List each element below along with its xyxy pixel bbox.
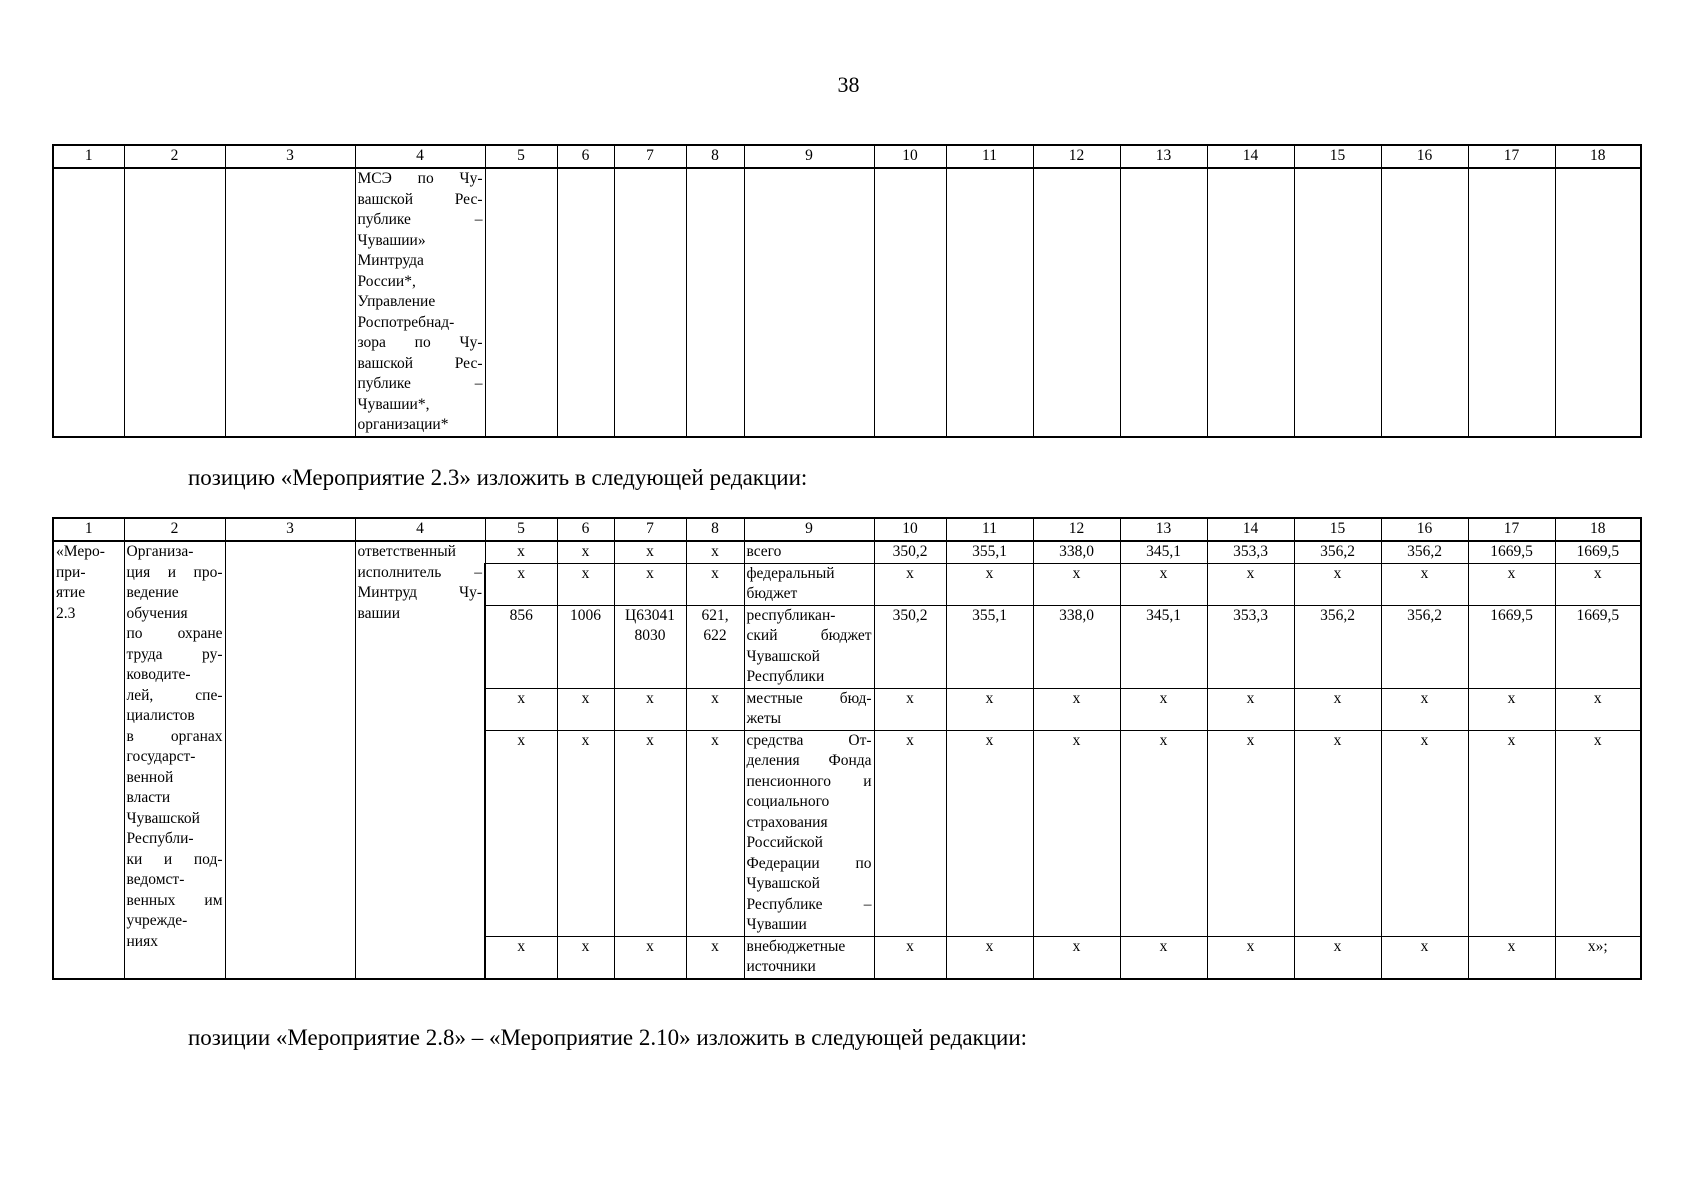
cell-c5: х <box>485 688 557 730</box>
text-line: публике – <box>357 375 483 392</box>
cell-amount-col17: х <box>1468 730 1555 936</box>
column-number-2: 2 <box>124 518 225 541</box>
column-number-18: 18 <box>1555 518 1641 541</box>
text-line: Минтруд Чу- <box>357 584 482 601</box>
cell-amount-col15: х <box>1294 688 1381 730</box>
cell-amount-col12: х <box>1033 563 1120 605</box>
cell-col9 <box>744 168 874 437</box>
column-number-8: 8 <box>686 145 744 168</box>
cell-col13 <box>1120 168 1207 437</box>
text-line: ки и под- <box>126 850 223 868</box>
column-number-2: 2 <box>124 145 225 168</box>
cell-amount-col14: х <box>1207 730 1294 936</box>
cell-c6: 1006 <box>557 605 614 688</box>
text-line: Управление <box>357 293 436 310</box>
cell-amount-col13: 345,1 <box>1120 605 1207 688</box>
text-line: исполнитель – <box>357 563 482 581</box>
column-number-11: 11 <box>946 518 1033 541</box>
text-line: Минтруда <box>357 252 424 269</box>
cell-funding-source <box>744 730 874 936</box>
cell-amount-col11: 355,1 <box>946 541 1033 563</box>
cell-col7 <box>614 168 686 437</box>
cell-funding-source <box>744 563 874 605</box>
cell-amount-col16: х <box>1381 730 1468 936</box>
table-header-row <box>53 145 1641 168</box>
cell-c8: х <box>686 563 744 605</box>
text-line: Чувашской <box>126 809 200 827</box>
cell-c5: х <box>485 563 557 605</box>
column-number-16: 16 <box>1381 145 1468 168</box>
cell-amount-col12: 338,0 <box>1033 541 1120 563</box>
cell-c8: х <box>686 936 744 979</box>
column-number-13: 13 <box>1120 518 1207 541</box>
column-number-7: 7 <box>614 518 686 541</box>
cell-c8: 621, 622 <box>686 605 744 688</box>
cell-amount-col17: х <box>1468 936 1555 979</box>
cell-c7: х <box>614 730 686 936</box>
page-number: 38 <box>837 72 860 97</box>
column-number-10: 10 <box>874 518 946 541</box>
cell-amount-col10: х <box>874 688 946 730</box>
cell-amount-col18: 1669,5 <box>1555 605 1641 688</box>
cell-col15 <box>1294 168 1381 437</box>
cell-col17 <box>1468 168 1555 437</box>
cell-c8: х <box>686 541 744 563</box>
cell-amount-col14: 353,3 <box>1207 541 1294 563</box>
text-line: государст- <box>126 748 196 765</box>
cell-amount-col15: х <box>1294 936 1381 979</box>
text-line: Организа- <box>126 543 194 560</box>
column-number-6: 6 <box>557 145 614 168</box>
text-line: Чувашии <box>746 916 807 933</box>
cell-amount-col17: 1669,5 <box>1468 605 1555 688</box>
cell-amount-col18: х»; <box>1555 936 1641 979</box>
text-line: венных им <box>126 891 223 909</box>
cell-funding-source <box>744 936 874 979</box>
cell-amount-col13: х <box>1120 563 1207 605</box>
text-line: всего <box>746 543 782 560</box>
cell-col3 <box>225 541 355 979</box>
cell-amount-col11: 355,1 <box>946 605 1033 688</box>
column-number-5: 5 <box>485 145 557 168</box>
cell-amount-col10: х <box>874 563 946 605</box>
cell-col10 <box>874 168 946 437</box>
cell-amount-col10: 350,2 <box>874 541 946 563</box>
cell-col18 <box>1555 168 1641 437</box>
text-line: местные бюд- <box>746 689 872 707</box>
cell-amount-col10: 350,2 <box>874 605 946 688</box>
text-line: социального <box>746 793 830 810</box>
text-line: венной <box>126 768 174 786</box>
cell-amount-col13: х <box>1120 730 1207 936</box>
column-number-14: 14 <box>1207 145 1294 168</box>
text-line: Республики <box>746 668 825 685</box>
column-number-7: 7 <box>614 145 686 168</box>
text-line: республикан- <box>746 606 836 624</box>
cell-amount-col16: х <box>1381 688 1468 730</box>
cell-amount-col15: х <box>1294 563 1381 605</box>
continuation-table <box>52 144 1642 438</box>
cell-amount-col14: х <box>1207 563 1294 605</box>
cell-amount-col13: х <box>1120 688 1207 730</box>
text-line: по охране <box>126 625 223 642</box>
cell-amount-col12: х <box>1033 936 1120 979</box>
text-line: 2.3 <box>56 604 76 622</box>
measure-2-3-table <box>52 517 1642 980</box>
text-line: ниях <box>126 932 158 950</box>
cell-amount-col13: 345,1 <box>1120 541 1207 563</box>
cell-funding-source <box>744 605 874 688</box>
column-number-12: 12 <box>1033 145 1120 168</box>
cell-c7: Ц63041 8030 <box>614 605 686 688</box>
column-number-4: 4 <box>355 518 485 541</box>
text-line: организации* <box>357 416 449 433</box>
text-line: публике – <box>357 211 483 228</box>
text-line: ятие <box>56 584 86 601</box>
text-line: Федерации по <box>746 854 872 872</box>
text-line: «Меро- <box>56 543 105 560</box>
column-number-17: 17 <box>1468 145 1555 168</box>
cell-amount-col17: х <box>1468 688 1555 730</box>
cell-col8 <box>686 168 744 437</box>
column-number-1: 1 <box>53 518 124 541</box>
column-number-9: 9 <box>744 145 874 168</box>
text-line: страхования <box>746 813 828 831</box>
cell-measure-name <box>124 541 225 979</box>
cell-funding-source <box>744 688 874 730</box>
column-number-17: 17 <box>1468 518 1555 541</box>
text-line: России*, <box>357 272 416 290</box>
text-line: средства От- <box>746 731 872 749</box>
column-number-10: 10 <box>874 145 946 168</box>
text-line: ведомст- <box>126 871 185 888</box>
column-number-16: 16 <box>1381 518 1468 541</box>
text-line: власти <box>126 789 171 806</box>
cell-c5: х <box>485 541 557 563</box>
cell-c8: х <box>686 730 744 936</box>
cell-funding-source <box>744 541 874 563</box>
text-line: зора по Чу- <box>357 334 483 351</box>
cell-col6 <box>557 168 614 437</box>
column-number-5: 5 <box>485 518 557 541</box>
cell-amount-col12: 338,0 <box>1033 605 1120 688</box>
cell-c6: х <box>557 541 614 563</box>
cell-c7: х <box>614 563 686 605</box>
text-line: жеты <box>746 710 782 727</box>
column-number-11: 11 <box>946 145 1033 168</box>
text-line: МСЭ по Чу- <box>357 170 483 187</box>
cell-amount-col18: х <box>1555 688 1641 730</box>
text-line: бюджет <box>746 585 798 602</box>
cell-amount-col10: х <box>874 936 946 979</box>
cell-c6: х <box>557 688 614 730</box>
cell-amount-col16: х <box>1381 936 1468 979</box>
column-number-6: 6 <box>557 518 614 541</box>
cell-amount-col13: х <box>1120 936 1207 979</box>
text-line: труда ру- <box>126 645 223 663</box>
text-line: источники <box>746 958 816 975</box>
cell-col3 <box>225 168 355 437</box>
text-line: Чувашии*, <box>357 395 430 413</box>
text-line: федеральный <box>746 564 835 582</box>
text-line: пенсионного и <box>746 772 872 790</box>
text-line: при- <box>56 563 86 581</box>
cell-amount-col15: х <box>1294 730 1381 936</box>
text-line: Республике – <box>746 895 872 913</box>
table-header-row <box>53 518 1641 541</box>
cell-amount-col14: х <box>1207 688 1294 730</box>
text-line: Чувашии» <box>357 231 426 249</box>
cell-c7: х <box>614 688 686 730</box>
cell-amount-col11: х <box>946 563 1033 605</box>
column-number-18: 18 <box>1555 145 1641 168</box>
column-number-15: 15 <box>1294 518 1381 541</box>
column-number-3: 3 <box>225 518 355 541</box>
text-line: циалистов <box>126 707 195 724</box>
text-line: ответственный <box>357 543 456 560</box>
column-number-3: 3 <box>225 145 355 168</box>
text-line: внебюджетные <box>746 937 846 955</box>
text-line: ский бюджет <box>746 627 872 644</box>
column-number-13: 13 <box>1120 145 1207 168</box>
text-line: вашии <box>357 604 401 622</box>
cell-amount-col15: 356,2 <box>1294 605 1381 688</box>
cell-amount-col16: 356,2 <box>1381 605 1468 688</box>
cell-amount-col11: х <box>946 936 1033 979</box>
text-line: Чувашской <box>746 647 820 665</box>
cell-amount-col15: 356,2 <box>1294 541 1381 563</box>
cell-col12 <box>1033 168 1120 437</box>
text-line: ция и про- <box>126 563 223 581</box>
cell-c7: х <box>614 541 686 563</box>
cell-amount-col11: х <box>946 688 1033 730</box>
cell-c6: х <box>557 730 614 936</box>
text-line: вашской Рес- <box>357 354 483 372</box>
text-line: Республи- <box>126 830 194 847</box>
cell-c5: х <box>485 936 557 979</box>
cell-c5: х <box>485 730 557 936</box>
column-number-1: 1 <box>53 145 124 168</box>
cell-amount-col18: х <box>1555 563 1641 605</box>
text-line: Российской <box>746 834 823 851</box>
column-number-9: 9 <box>744 518 874 541</box>
cell-amount-col18: 1669,5 <box>1555 541 1641 563</box>
cell-amount-col17: х <box>1468 563 1555 605</box>
cell-responsible <box>355 541 485 979</box>
cell-col2 <box>124 168 225 437</box>
cell-amount-col14: 353,3 <box>1207 605 1294 688</box>
cell-amount-col18: х <box>1555 730 1641 936</box>
cell-amount-col12: х <box>1033 688 1120 730</box>
cell-amount-col11: х <box>946 730 1033 936</box>
cell-amount-col16: х <box>1381 563 1468 605</box>
cell-col5 <box>485 168 557 437</box>
cell-col1 <box>53 168 124 437</box>
text-line: деления Фонда <box>746 752 872 769</box>
text-line: Роспотребнад- <box>357 313 455 331</box>
cell-measure-number <box>53 541 124 979</box>
cell-c7: х <box>614 936 686 979</box>
column-number-15: 15 <box>1294 145 1381 168</box>
cell-col14 <box>1207 168 1294 437</box>
instruction-text-2: позиции «Мероприятие 2.8» – «Мероприятие 2.10» изложить в следующей редакции: <box>188 1025 1028 1050</box>
text-line: обучения <box>126 604 188 622</box>
instruction-text-1: позицию «Мероприятие 2.3» изложить в следующей редакции: <box>188 465 808 490</box>
column-number-14: 14 <box>1207 518 1294 541</box>
cell-executors <box>355 168 485 437</box>
text-line: лей, спе- <box>126 686 223 704</box>
column-number-8: 8 <box>686 518 744 541</box>
cell-amount-col16: 356,2 <box>1381 541 1468 563</box>
cell-c6: х <box>557 936 614 979</box>
cell-col11 <box>946 168 1033 437</box>
text-line: учрежде- <box>126 912 188 929</box>
cell-amount-col17: 1669,5 <box>1468 541 1555 563</box>
text-line: Чувашской <box>746 875 820 892</box>
column-number-12: 12 <box>1033 518 1120 541</box>
table-row <box>53 541 1641 563</box>
text-line: в органах <box>126 727 223 745</box>
cell-amount-col10: х <box>874 730 946 936</box>
text-line: ведение <box>126 584 179 601</box>
column-number-4: 4 <box>355 145 485 168</box>
cell-amount-col12: х <box>1033 730 1120 936</box>
cell-amount-col14: х <box>1207 936 1294 979</box>
text-line: вашской Рес- <box>357 190 483 208</box>
cell-c8: х <box>686 688 744 730</box>
cell-c5: 856 <box>485 605 557 688</box>
cell-c6: х <box>557 563 614 605</box>
cell-col16 <box>1381 168 1468 437</box>
text-line: ководите- <box>126 666 191 683</box>
